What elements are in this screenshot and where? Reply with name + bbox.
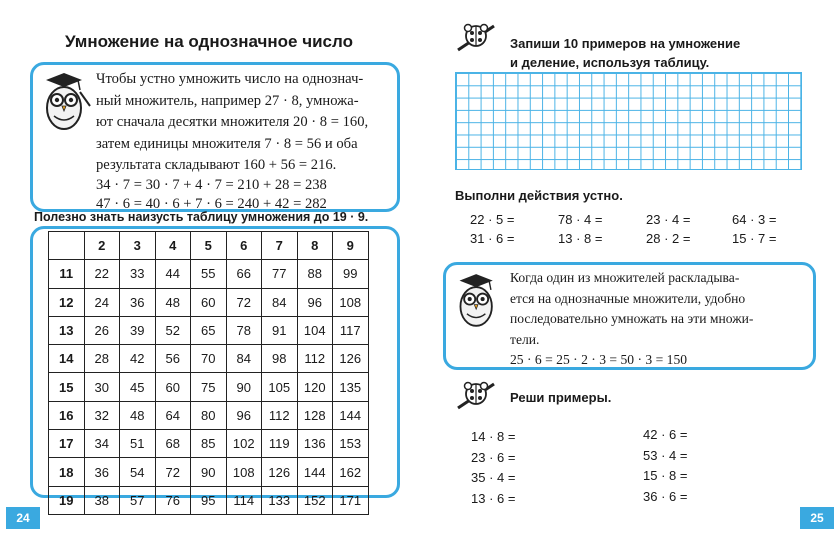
example: 23 · 4 = bbox=[646, 212, 691, 227]
table-row bbox=[49, 401, 369, 429]
table-cell: 96 bbox=[297, 288, 333, 316]
table-row bbox=[49, 486, 369, 514]
example: 64 · 3 = bbox=[732, 212, 777, 227]
table-cell: 66 bbox=[226, 260, 262, 288]
task1-line: Запиши 10 примеров на умножение bbox=[510, 36, 741, 51]
table-cell: 80 bbox=[191, 401, 227, 429]
column-header: 5 bbox=[191, 232, 227, 260]
task3-col2 bbox=[643, 425, 687, 507]
task1-line: и деление, используя таблицу. bbox=[510, 55, 710, 70]
table-cell: 64 bbox=[155, 401, 191, 429]
example: 31 · 6 = bbox=[470, 231, 515, 246]
table-cell: 102 bbox=[226, 430, 262, 458]
table-cell: 144 bbox=[333, 401, 369, 429]
example: 22 · 5 = bbox=[470, 212, 515, 227]
row-header: 17 bbox=[49, 430, 85, 458]
example: 14 · 8 = bbox=[471, 429, 516, 444]
rule-examples bbox=[96, 176, 396, 214]
table-row bbox=[49, 430, 369, 458]
page-number-right: 25 bbox=[800, 507, 834, 529]
table-cell: 75 bbox=[191, 373, 227, 401]
table-row bbox=[49, 458, 369, 486]
table-cell: 57 bbox=[120, 486, 156, 514]
example: 35 · 4 = bbox=[471, 470, 516, 485]
table-row bbox=[49, 260, 369, 288]
table-cell: 60 bbox=[191, 288, 227, 316]
row-header: 13 bbox=[49, 316, 85, 344]
row-header: 15 bbox=[49, 373, 85, 401]
table-cell: 144 bbox=[297, 458, 333, 486]
table-cell: 22 bbox=[84, 260, 120, 288]
rule2-line: Когда один из множителей раскладыва- bbox=[510, 270, 740, 285]
table-caption: Полезно знать наизусть таблицу умножения до 19 · 9. bbox=[34, 210, 369, 224]
rule2-line: ется на однозначные множители, удобно bbox=[510, 290, 746, 306]
table-cell: 114 bbox=[226, 486, 262, 514]
table-cell: 65 bbox=[191, 316, 227, 344]
table-cell: 45 bbox=[120, 373, 156, 401]
rule-text bbox=[96, 69, 396, 177]
table-cell: 117 bbox=[333, 316, 369, 344]
column-header: 2 bbox=[84, 232, 120, 260]
row-header: 18 bbox=[49, 458, 85, 486]
table-cell: 91 bbox=[262, 316, 298, 344]
example: 36 · 6 = bbox=[643, 488, 688, 504]
rule-example: 47 · 6 = 40 · 6 + 7 · 6 = 240 + 42 = 282 bbox=[96, 196, 327, 212]
table-cell: 28 bbox=[84, 345, 120, 373]
table-cell: 24 bbox=[84, 288, 120, 316]
table-cell: 112 bbox=[262, 401, 298, 429]
table-row bbox=[49, 316, 369, 344]
table-cell: 70 bbox=[191, 345, 227, 373]
table-cell: 38 bbox=[84, 486, 120, 514]
table-cell: 136 bbox=[297, 430, 333, 458]
task1-text bbox=[510, 34, 740, 72]
table-cell: 42 bbox=[120, 345, 156, 373]
table-row bbox=[49, 345, 369, 373]
table-cell: 108 bbox=[333, 288, 369, 316]
task2-title: Выполни действия устно. bbox=[455, 188, 623, 203]
row-header: 11 bbox=[49, 260, 85, 288]
rule-line: ют сначала десятки множителя 20 · 8 = 160, bbox=[96, 114, 369, 130]
table-cell: 90 bbox=[191, 458, 227, 486]
table-cell: 48 bbox=[155, 288, 191, 316]
table-cell: 84 bbox=[226, 345, 262, 373]
owl-professor-icon bbox=[40, 70, 92, 132]
page-title: Умножение на однозначное число bbox=[65, 32, 353, 51]
table-cell: 51 bbox=[120, 430, 156, 458]
table-cell: 95 bbox=[191, 486, 227, 514]
table-cell: 104 bbox=[297, 316, 333, 344]
column-header: 6 bbox=[226, 232, 262, 260]
table-cell: 72 bbox=[155, 458, 191, 486]
table-header-row bbox=[49, 232, 369, 260]
writing-grid[interactable] bbox=[455, 72, 802, 170]
table-cell: 72 bbox=[226, 288, 262, 316]
table-cell: 98 bbox=[262, 345, 298, 373]
table-cell: 120 bbox=[297, 373, 333, 401]
example: 15 · 8 = bbox=[643, 468, 688, 483]
table-cell: 128 bbox=[297, 401, 333, 429]
table-cell: 77 bbox=[262, 260, 298, 288]
rule2-line: последовательно умножать на эти множи- bbox=[510, 311, 754, 326]
task3-col1 bbox=[471, 427, 515, 509]
table-cell: 26 bbox=[84, 316, 120, 344]
example: 15 · 7 = bbox=[732, 231, 777, 246]
table-row bbox=[49, 288, 369, 316]
table-cell: 78 bbox=[226, 316, 262, 344]
example: 23 · 6 = bbox=[471, 449, 516, 465]
table-cell: 133 bbox=[262, 486, 298, 514]
table-cell: 52 bbox=[155, 316, 191, 344]
table-cell: 112 bbox=[297, 345, 333, 373]
table-cell: 55 bbox=[191, 260, 227, 288]
column-header bbox=[49, 232, 85, 260]
table-cell: 84 bbox=[262, 288, 298, 316]
example: 42 · 6 = bbox=[643, 427, 688, 442]
rule2-text bbox=[510, 268, 810, 371]
table-cell: 119 bbox=[262, 430, 298, 458]
rule-line: затем единицы множителя 7 · 8 = 56 и оба bbox=[96, 135, 358, 152]
table-cell: 88 bbox=[297, 260, 333, 288]
column-header: 8 bbox=[297, 232, 333, 260]
table-cell: 108 bbox=[226, 458, 262, 486]
example: 13 · 8 = bbox=[558, 231, 603, 246]
table-cell: 135 bbox=[333, 373, 369, 401]
rule2-line: тели. bbox=[510, 331, 540, 347]
row-header: 16 bbox=[49, 401, 85, 429]
table-cell: 126 bbox=[262, 458, 298, 486]
rule2-example: 25 · 6 = 25 · 2 · 3 = 50 · 3 = 150 bbox=[510, 352, 688, 367]
rule-line: ный множитель, например 27 · 8, умножа- bbox=[96, 92, 359, 109]
rule-line: результата складывают 160 + 56 = 216. bbox=[96, 157, 337, 173]
table-cell: 153 bbox=[333, 430, 369, 458]
multiplication-table bbox=[48, 231, 369, 515]
table-cell: 34 bbox=[84, 430, 120, 458]
page-number-left: 24 bbox=[6, 507, 40, 529]
column-header: 9 bbox=[333, 232, 369, 260]
example: 53 · 4 = bbox=[643, 447, 688, 463]
table-cell: 39 bbox=[120, 316, 156, 344]
table-cell: 105 bbox=[262, 373, 298, 401]
table-cell: 36 bbox=[120, 288, 156, 316]
table-cell: 90 bbox=[226, 373, 262, 401]
column-header: 3 bbox=[120, 232, 156, 260]
table-cell: 56 bbox=[155, 345, 191, 373]
table-cell: 33 bbox=[120, 260, 156, 288]
table-cell: 36 bbox=[84, 458, 120, 486]
table-cell: 76 bbox=[155, 486, 191, 514]
row-header: 19 bbox=[49, 486, 85, 514]
row-header: 14 bbox=[49, 345, 85, 373]
column-header: 4 bbox=[155, 232, 191, 260]
owl-professor-icon bbox=[454, 270, 502, 330]
column-header: 7 bbox=[262, 232, 298, 260]
rule-line: Чтобы устно умножить число на однознач- bbox=[96, 71, 364, 87]
rule-example: 34 · 7 = 30 · 7 + 4 · 7 = 210 + 28 = 238 bbox=[96, 177, 327, 193]
example: 13 · 6 = bbox=[471, 490, 516, 506]
table-cell: 162 bbox=[333, 458, 369, 486]
table-cell: 85 bbox=[191, 430, 227, 458]
table-cell: 48 bbox=[120, 401, 156, 429]
table-cell: 152 bbox=[297, 486, 333, 514]
example: 28 · 2 = bbox=[646, 231, 691, 246]
table-cell: 54 bbox=[120, 458, 156, 486]
table-cell: 126 bbox=[333, 345, 369, 373]
table-cell: 171 bbox=[333, 486, 369, 514]
table-cell: 96 bbox=[226, 401, 262, 429]
table-cell: 60 bbox=[155, 373, 191, 401]
table-cell: 99 bbox=[333, 260, 369, 288]
example: 78 · 4 = bbox=[558, 212, 603, 227]
ladybug-pencil-icon bbox=[454, 20, 500, 54]
table-row bbox=[49, 373, 369, 401]
table-cell: 68 bbox=[155, 430, 191, 458]
table-cell: 44 bbox=[155, 260, 191, 288]
table-cell: 30 bbox=[84, 373, 120, 401]
ladybug-pencil-icon bbox=[454, 378, 500, 412]
task3-title: Реши примеры. bbox=[510, 390, 612, 405]
row-header: 12 bbox=[49, 288, 85, 316]
table-cell: 32 bbox=[84, 401, 120, 429]
